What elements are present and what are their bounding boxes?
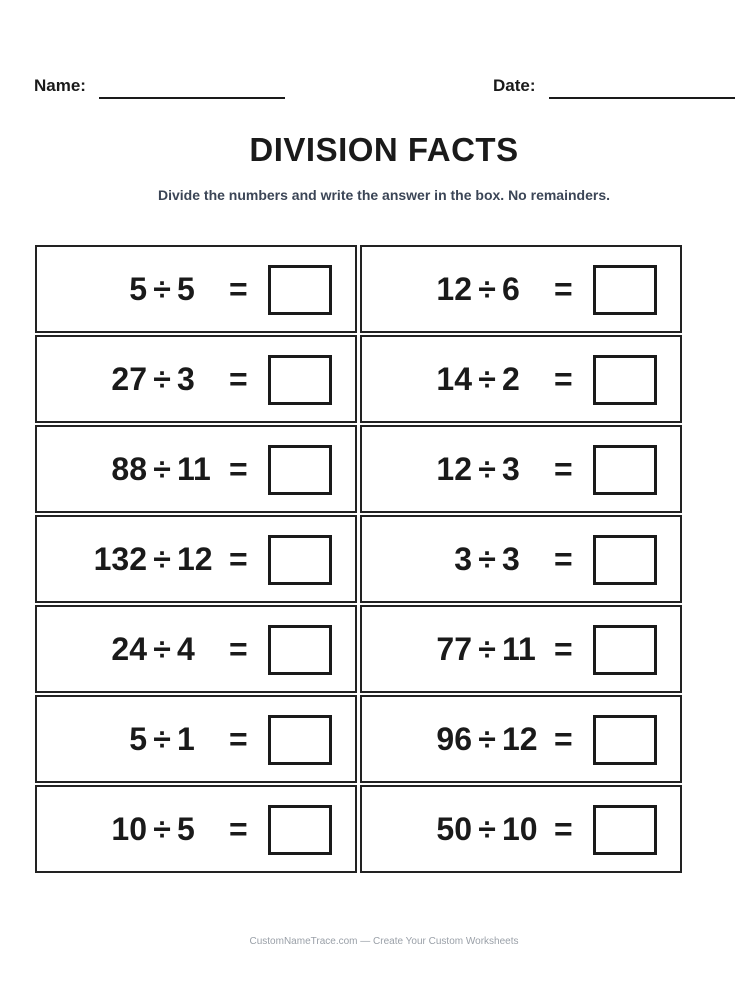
- problem-cell: [360, 335, 682, 423]
- divisor: 11: [177, 450, 211, 487]
- dividend: 14: [436, 360, 472, 397]
- equals-sign: =: [554, 720, 573, 757]
- date-label: Date:: [493, 76, 536, 95]
- division-expression: [75, 247, 227, 331]
- date-field: [493, 76, 735, 96]
- divisor: 5: [177, 270, 195, 307]
- dividend: 77: [436, 630, 472, 667]
- equals-sign: =: [554, 450, 573, 487]
- problem-cell: [360, 245, 682, 333]
- problem-cell: [35, 335, 357, 423]
- answer-box[interactable]: [593, 805, 657, 855]
- divide-sign: ÷: [478, 360, 496, 397]
- divide-sign: ÷: [478, 270, 496, 307]
- divisor: 11: [502, 630, 536, 667]
- divide-sign: ÷: [153, 720, 171, 757]
- answer-box[interactable]: [593, 625, 657, 675]
- division-expression: [75, 517, 227, 601]
- problem-cell: [35, 515, 357, 603]
- equals-sign: =: [554, 630, 573, 667]
- divisor: 2: [502, 360, 520, 397]
- dividend: 5: [129, 720, 147, 757]
- name-label: Name:: [34, 76, 86, 95]
- equals-sign: =: [229, 630, 248, 667]
- division-expression: [75, 697, 227, 781]
- divisor: 10: [502, 810, 538, 847]
- answer-box[interactable]: [268, 355, 332, 405]
- dividend: 27: [111, 360, 147, 397]
- divide-sign: ÷: [153, 450, 171, 487]
- equals-sign: =: [554, 360, 573, 397]
- answer-box[interactable]: [593, 715, 657, 765]
- equals-sign: =: [229, 360, 248, 397]
- division-expression: [400, 787, 552, 871]
- divisor: 6: [502, 270, 520, 307]
- problem-cell: [360, 425, 682, 513]
- divisor: 3: [502, 540, 520, 577]
- answer-box[interactable]: [593, 445, 657, 495]
- divide-sign: ÷: [153, 540, 171, 577]
- divide-sign: ÷: [153, 270, 171, 307]
- divisor: 5: [177, 810, 195, 847]
- dividend: 50: [436, 810, 472, 847]
- name-write-line[interactable]: [99, 97, 285, 99]
- problem-cell: [360, 515, 682, 603]
- equals-sign: =: [554, 810, 573, 847]
- dividend: 88: [111, 450, 147, 487]
- divide-sign: ÷: [478, 810, 496, 847]
- dividend: 24: [111, 630, 147, 667]
- division-expression: [75, 427, 227, 511]
- date-write-line[interactable]: [549, 97, 735, 99]
- answer-box[interactable]: [593, 535, 657, 585]
- dividend: 132: [93, 540, 147, 577]
- worksheet-title: DIVISION FACTS: [249, 131, 519, 168]
- divide-sign: ÷: [153, 810, 171, 847]
- division-expression: [75, 337, 227, 421]
- divide-sign: ÷: [478, 540, 496, 577]
- dividend: 10: [111, 810, 147, 847]
- problem-cell: [35, 245, 357, 333]
- problem-grid: [35, 245, 682, 873]
- divide-sign: ÷: [478, 450, 496, 487]
- answer-box[interactable]: [268, 445, 332, 495]
- divisor: 12: [502, 720, 538, 757]
- dividend: 12: [436, 270, 472, 307]
- divisor: 3: [502, 450, 520, 487]
- worksheet-instructions: Divide the numbers and write the answer in the box. No remainders.: [158, 187, 610, 203]
- answer-box[interactable]: [268, 265, 332, 315]
- equals-sign: =: [229, 810, 248, 847]
- divide-sign: ÷: [153, 630, 171, 667]
- division-expression: [75, 787, 227, 871]
- footer-credit: CustomNameTrace.com — Create Your Custom Worksheets: [249, 936, 519, 947]
- name-field: [34, 76, 285, 96]
- answer-box[interactable]: [593, 355, 657, 405]
- divide-sign: ÷: [478, 720, 496, 757]
- answer-box[interactable]: [268, 625, 332, 675]
- division-expression: [400, 427, 552, 511]
- problem-cell: [35, 695, 357, 783]
- divisor: 3: [177, 360, 195, 397]
- divide-sign: ÷: [153, 360, 171, 397]
- problem-cell: [35, 605, 357, 693]
- equals-sign: =: [229, 450, 248, 487]
- divisor: 1: [177, 720, 195, 757]
- problem-cell: [360, 785, 682, 873]
- equals-sign: =: [229, 270, 248, 307]
- divisor: 4: [177, 630, 195, 667]
- problem-cell: [35, 425, 357, 513]
- division-expression: [400, 697, 552, 781]
- division-expression: [400, 607, 552, 691]
- equals-sign: =: [229, 540, 248, 577]
- division-expression: [400, 517, 552, 601]
- answer-box[interactable]: [268, 535, 332, 585]
- equals-sign: =: [554, 540, 573, 577]
- answer-box[interactable]: [268, 805, 332, 855]
- equals-sign: =: [229, 720, 248, 757]
- problem-cell: [360, 605, 682, 693]
- divisor: 12: [177, 540, 213, 577]
- dividend: 3: [454, 540, 472, 577]
- division-expression: [75, 607, 227, 691]
- problem-cell: [360, 695, 682, 783]
- dividend: 96: [436, 720, 472, 757]
- equals-sign: =: [554, 270, 573, 307]
- answer-box[interactable]: [268, 715, 332, 765]
- division-expression: [400, 337, 552, 421]
- problem-cell: [35, 785, 357, 873]
- dividend: 12: [436, 450, 472, 487]
- divide-sign: ÷: [478, 630, 496, 667]
- dividend: 5: [129, 270, 147, 307]
- division-expression: [400, 247, 552, 331]
- answer-box[interactable]: [593, 265, 657, 315]
